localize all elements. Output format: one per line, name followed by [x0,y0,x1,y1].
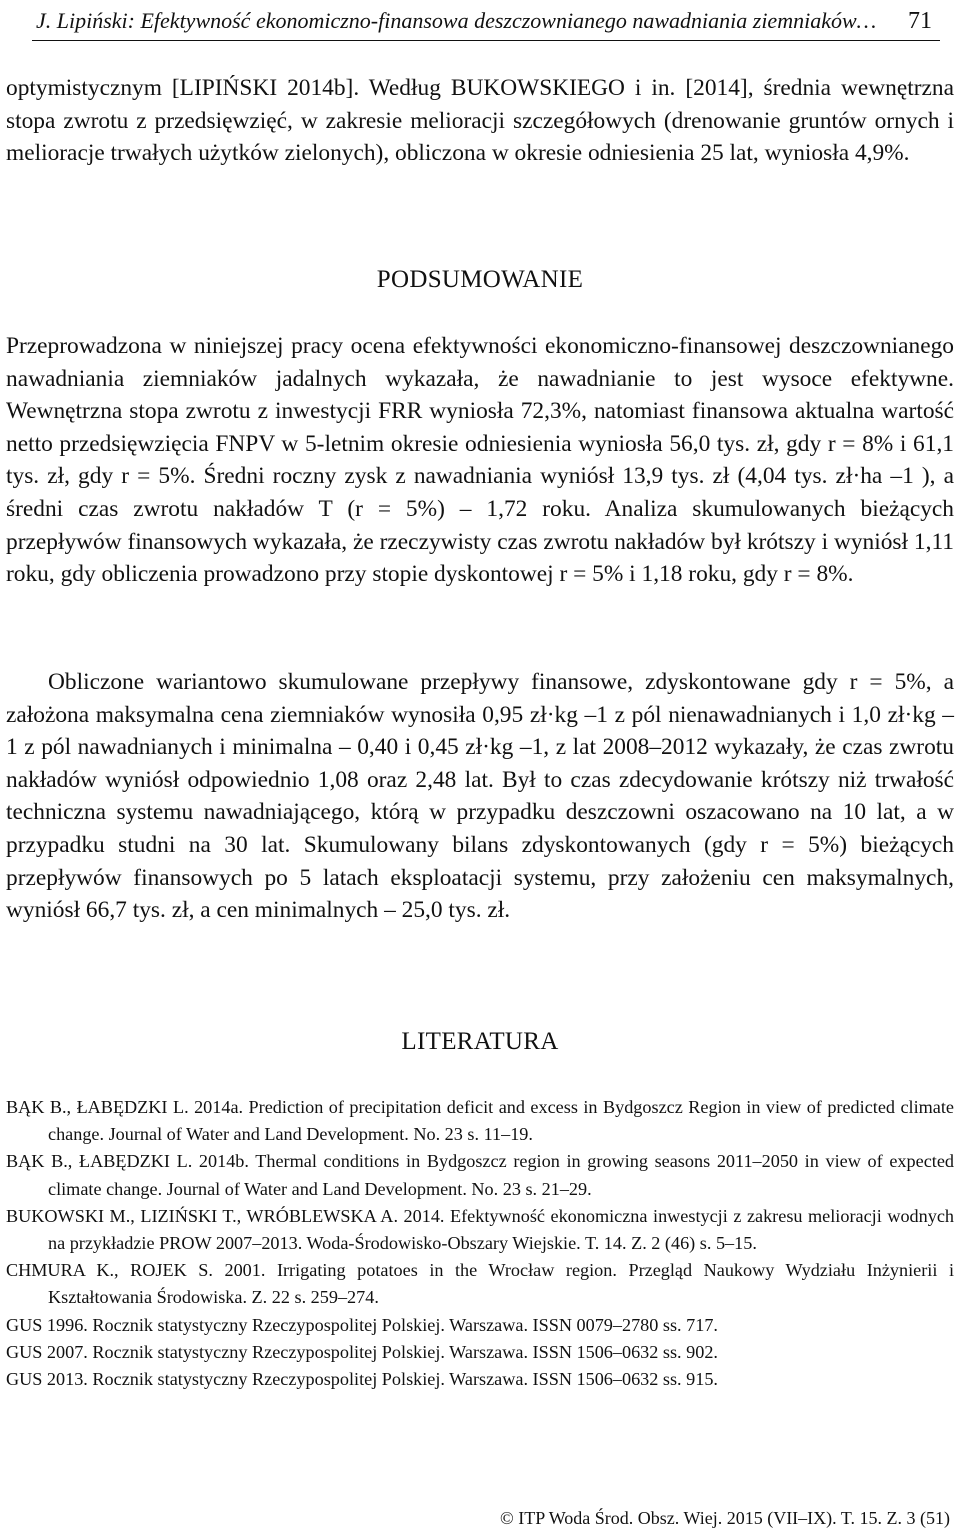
intro-paragraph: optymistycznym [LIPIŃSKI 2014b]. Według BUKOWSKIEGO i in. [2014], średnia wewnętrzna stopa zwrotu z przedsięwzięć, w zakresie melioracji szczegółowych (drenowanie gruntów ornych i melioracje trwałych użytków zielonych), obliczona w okresie odniesienia 25 lat, wyniosła 4,9%. [6,75,954,167]
reference-item: GUS 2007. Rocznik statystyczny Rzeczypospolitej Polskiej. Warszawa. ISSN 1506–0632 ss. 902. [6,1341,718,1362]
literature-heading: LITERATURA [401,1028,559,1055]
reference-item: BĄK B., ŁABĘDZKI L. 2014b. Thermal conditions in Bydgoszcz region in growing seasons 2011–2050 in view of expected climate change. Journal of Water and Land Development. No. 23 s. 21–29. [6,1151,954,1199]
reference-item: CHMURA K., ROJEK S. 2001. Irrigating potatoes in the Wrocław region. Przegląd Naukowy Wydziału Inżynierii i Kształtowania Środowiska. Z. 22 s. 259–274. [6,1260,954,1308]
reference-item: BUKOWSKI M., LIZIŃSKI T., WRÓBLEWSKA A. 2014. Efektywność ekonomiczna inwestycji z zakresu melioracji wodnych na przykładzie PROW 2007–2013. Woda-Środowisko-Obszary Wiejskie. T. 14. Z. 2 (46) s. 5–15. [6,1205,954,1254]
reference-item: GUS 1996. Rocznik statystyczny Rzeczypospolitej Polskiej. Warszawa. ISSN 0079–2780 ss. 717. [6,1314,718,1335]
reference-item: GUS 2013. Rocznik statystyczny Rzeczypospolitej Polskiej. Warszawa. ISSN 1506–0632 ss. 915. [6,1369,718,1390]
reference-list [6,1094,954,1393]
summary-heading: PODSUMOWANIE [376,266,584,293]
summary-paragraph-2: Obliczone wariantowo skumulowane przepływy finansowe, zdyskontowane gdy r = 5%, a założona maksymalna cena ziemniaków wynosiła 0,95 zł·kg –1 z pól nienawadnianych i 1,0 zł·kg –1 z pól nawadnianych i minimalna – 0,40 i 0,45 zł·kg –1, z lat 2008–2012 wykazały, że czas zwrotu nakładów wyniósł odpowiednio 1,08 oraz 2,48 lat. Był to czas zdecydowanie krótszy niż trwałość techniczna systemu nawadniającego, którą w przypadku deszczowni oszacowano na 10 lat, a w przypadku studni na 30 lat. Skumulowany bilans zdyskontowanych (gdy r = 5%) bieżących przepływów finansowych po 5 latach eksploatacji systemu, przy założeniu cen maksymalnych, wyniósł 66,7 tys. zł, a cen minimalnych – 25,0 tys. zł. [6,669,954,924]
reference-item: BĄK B., ŁABĘDZKI L. 2014a. Prediction of precipitation deficit and excess in Bydgoszcz Region in view of predicted climate change. Journal of Water and Land Development. No. 23 s. 11–19. [6,1097,954,1145]
running-header [32,4,940,41]
journal-footer: © ITP Woda Środ. Obsz. Wiej. 2015 (VII–IX). T. 15. Z. 3 (51) [500,1508,950,1528]
summary-paragraph-1: Przeprowadzona w niniejszej pracy ocena efektywności ekonomiczno-finansowej deszczownianego nawadniania ziemniaków jadalnych wykazała, że nawadnianie to jest wysoce efektywne. Wewnętrzna stopa zwrotu z inwestycji FRR wyniosła 72,3%, natomiast finansowa aktualna wartość netto przedsięwzięcia FNPV w 5-letnim okresie odniesienia wyniosła 56,0 tys. zł, gdy r = 8% i 61,1 tys. zł, gdy r = 5%. Średni roczny zysk z nawadniania wyniósł 13,9 tys. zł (4,04 tys. zł·ha –1 ), a średni czas zwrotu nakładów T (r = 5%) – 1,72 roku. Analiza skumulowanych bieżących przepływów finansowych wykazała, że rzeczywisty czas zwrotu nakładów był krótszy i wyniósł 1,11 roku, gdy obliczenia prowadzono przy stopie dyskontowej r = 5% i 1,18 roku, gdy r = 8%. [6,333,954,588]
page-number: 71 [908,8,932,34]
running-title: J. Lipiński: Efektywność ekonomiczno-finansowa deszczownianego nawadniania ziemniaków… [36,8,877,33]
